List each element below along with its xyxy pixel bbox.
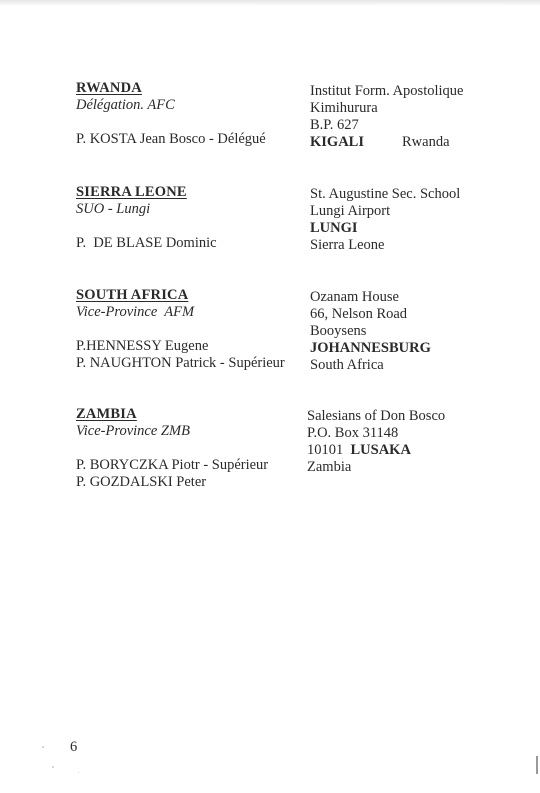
address-line: Booysens [310, 323, 367, 339]
country-heading: SOUTH AFRICA [76, 287, 189, 303]
country-heading: SIERRA LEONE [76, 184, 187, 200]
person-name: P. GOZDALSKI Peter [76, 474, 207, 490]
address-postcode: 10101 [307, 442, 344, 458]
country-heading: ZAMBIA [76, 406, 137, 422]
scan-top-edge [0, 0, 540, 6]
margin-mark [536, 756, 538, 774]
country-heading: RWANDA [76, 80, 142, 96]
address-city: KIGALI [310, 134, 364, 150]
address-line: Salesians of Don Bosco [307, 408, 446, 424]
address-country: Rwanda [402, 134, 450, 150]
entry-sierra-leone-community [76, 184, 301, 252]
person-name: P. DE BLASE Dominic [76, 235, 217, 251]
entry-rwanda-address [310, 83, 530, 151]
person-name: P. BORYCZKA Piotr - Supérieur [76, 457, 269, 473]
address-city: LUNGI [310, 220, 358, 236]
address-city: LUSAKA [350, 442, 411, 458]
person-name: P. NAUGHTON Patrick - Supérieur [76, 355, 285, 371]
entry-zambia-address [307, 408, 527, 476]
entry-south-africa-community [76, 287, 301, 372]
address-city: JOHANNESBURG [310, 340, 431, 356]
address-country: South Africa [310, 357, 384, 373]
entry-sierra-leone-address [310, 186, 530, 254]
address-line: B.P. 627 [310, 117, 359, 133]
unit-name: Vice-Province AFM [76, 304, 195, 320]
entry-south-africa-address [310, 289, 530, 374]
address-line: P.O. Box 31148 [307, 425, 399, 441]
page-number: 6 [70, 739, 78, 755]
scan-speck [52, 766, 54, 768]
person-name: P. KOSTA Jean Bosco - Délégué [76, 131, 266, 147]
address-city-line [310, 134, 530, 151]
address-line: 66, Nelson Road [310, 306, 408, 322]
unit-name: Délégation. AFC [76, 97, 175, 113]
unit-name: SUO - Lungi [76, 201, 151, 217]
entry-zambia-community [76, 406, 301, 491]
address-country: Sierra Leone [310, 237, 385, 253]
unit-name: Vice-Province ZMB [76, 423, 190, 439]
address-city-line [307, 442, 527, 459]
address-line: Kimihurura [310, 100, 378, 116]
entry-rwanda-community [76, 80, 301, 148]
address-country: Zambia [307, 459, 352, 475]
address-line: Institut Form. Apostolique [310, 83, 464, 99]
address-line: St. Augustine Sec. School [310, 186, 461, 202]
scan-speck [42, 746, 44, 748]
address-line: Ozanam House [310, 289, 399, 305]
person-name: P.HENNESSY Eugene [76, 338, 209, 354]
scan-speck [78, 772, 79, 773]
address-line: Lungi Airport [310, 203, 391, 219]
